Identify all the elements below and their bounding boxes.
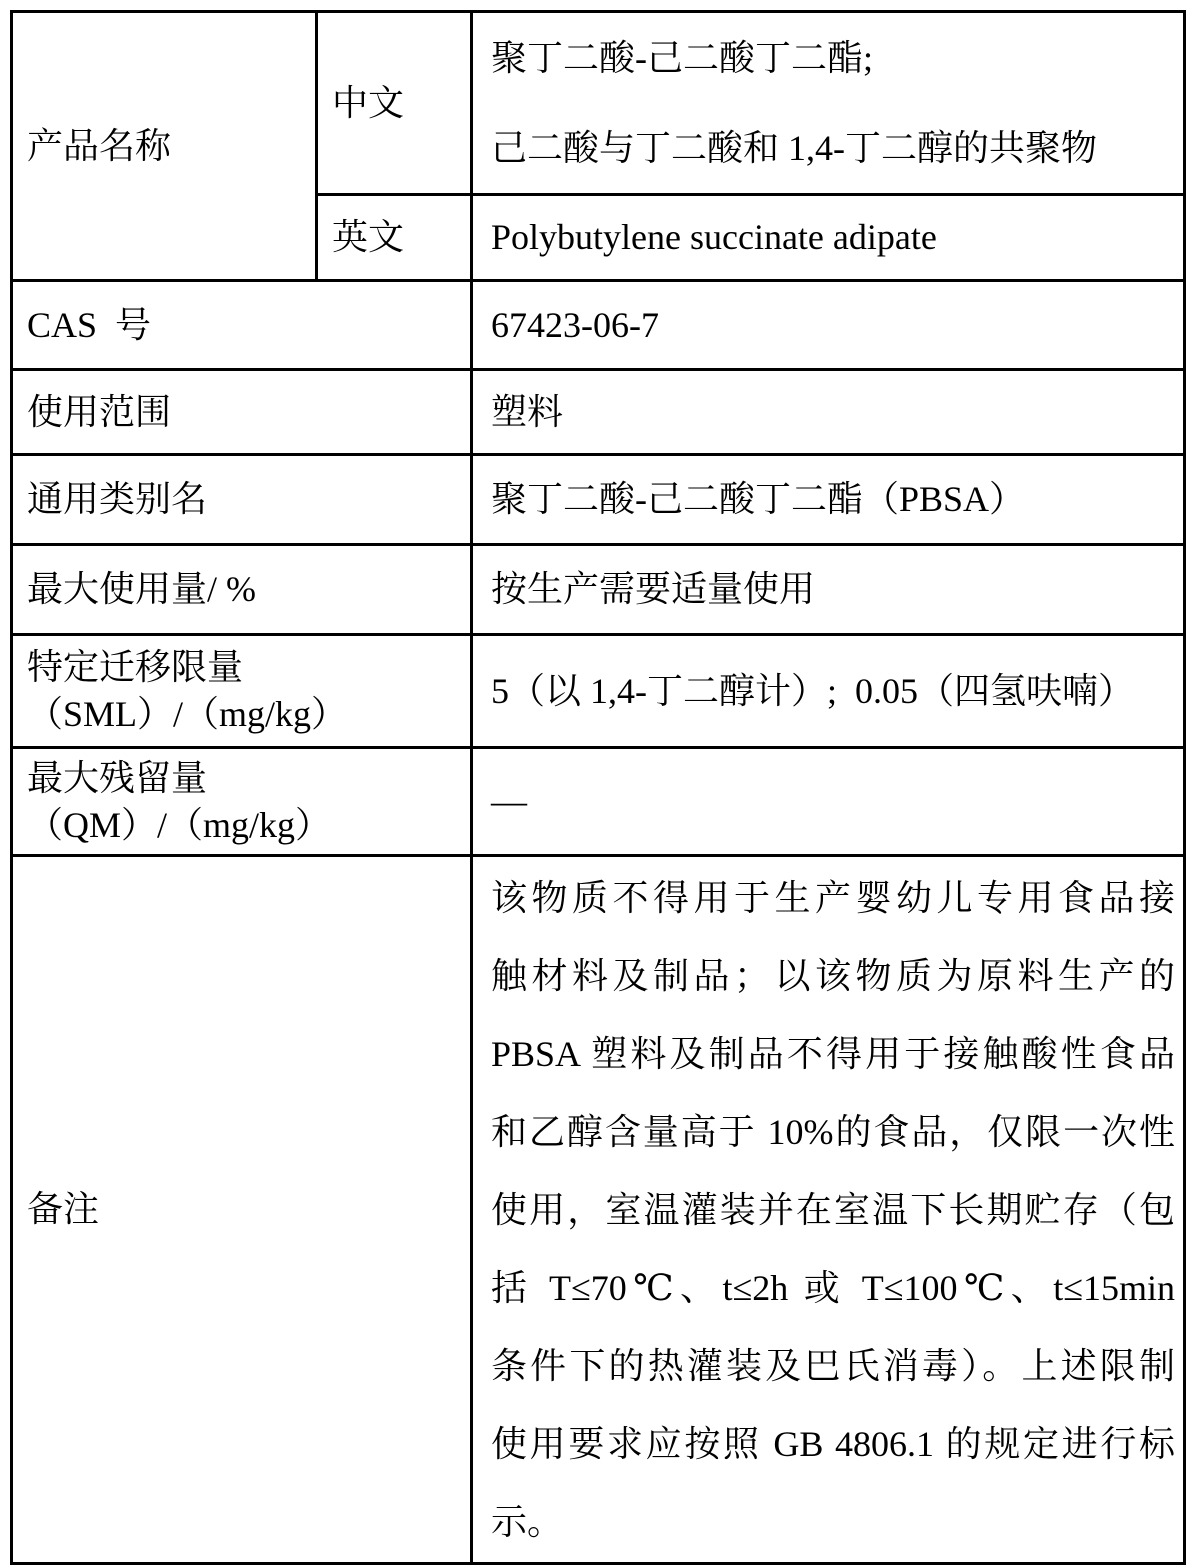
qm-label-line-1: 最大残留量	[27, 757, 208, 798]
table-row	[12, 281, 1185, 370]
sml-label	[12, 635, 472, 748]
chinese-name-value	[472, 12, 1185, 195]
remark-label: 备注	[12, 856, 472, 1564]
generic-category-value: 聚丁二酸-己二酸丁二酯（PBSA）	[472, 455, 1185, 545]
chinese-name-label: 中文	[317, 12, 472, 195]
qm-label	[12, 748, 472, 856]
remark-line-4: 和乙醇含量高于 10%的食品，仅限一次性	[491, 1111, 1175, 1152]
remark-line-8: 使用要求应按照 GB 4806.1 的规定进行标	[491, 1423, 1175, 1464]
max-usage-label: 最大使用量/ %	[12, 545, 472, 635]
cas-number-label: CAS 号	[12, 281, 472, 370]
qm-label-line-2: （QM）/（mg/kg）	[27, 804, 332, 845]
table-row	[12, 545, 1185, 635]
qm-value: —	[472, 748, 1185, 856]
table-row	[12, 370, 1185, 455]
table-row	[12, 748, 1185, 856]
generic-category-label: 通用类别名	[12, 455, 472, 545]
chinese-name-line-1: 聚丁二酸-己二酸丁二酯;	[491, 38, 873, 78]
product-name-label: 产品名称	[12, 12, 317, 281]
remark-line-7: 条件下的热灌装及巴氏消毒）。上述限制	[491, 1345, 1175, 1386]
sml-value: 5（以 1,4-丁二醇计）; 0.05（四氢呋喃）	[472, 635, 1185, 748]
english-name-value: Polybutylene succinate adipate	[472, 195, 1185, 281]
sml-label-line-2: （SML）/（mg/kg）	[27, 694, 348, 734]
remark-line-9: 示。	[491, 1501, 564, 1542]
sml-label-line-1: 特定迁移限量	[27, 647, 244, 687]
remark-line-2: 触材料及制品；以该物质为原料生产的	[491, 955, 1175, 996]
remark-value	[472, 856, 1185, 1564]
remark-line-1: 该物质不得用于生产婴幼儿专用食品接	[491, 877, 1175, 918]
max-usage-value: 按生产需要适量使用	[472, 545, 1185, 635]
cas-number-value: 67423-06-7	[472, 281, 1185, 370]
table-row	[12, 856, 1185, 1564]
chinese-name-line-2: 己二酸与丁二酸和 1,4-丁二醇的共聚物	[491, 128, 1097, 168]
substance-info-table	[10, 10, 1186, 1565]
usage-scope-label: 使用范围	[12, 370, 472, 455]
table-row	[12, 455, 1185, 545]
remark-line-6: 括 T≤70℃、t≤2h 或 T≤100℃、t≤15min	[491, 1267, 1175, 1308]
english-name-label: 英文	[317, 195, 472, 281]
table-row	[12, 12, 1185, 195]
usage-scope-value: 塑料	[472, 370, 1185, 455]
remark-line-3: PBSA 塑料及制品不得用于接触酸性食品	[491, 1033, 1175, 1074]
table-row	[12, 635, 1185, 748]
remark-line-5: 使用，室温灌装并在室温下长期贮存（包	[491, 1189, 1175, 1230]
